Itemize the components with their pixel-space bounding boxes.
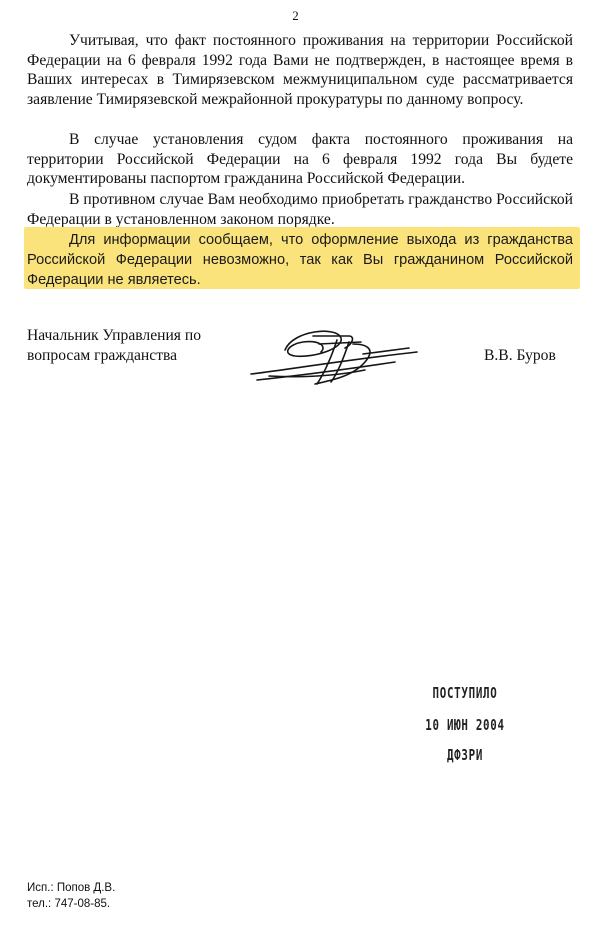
stamp-received-label: ПОСТУПИЛО xyxy=(432,684,498,702)
received-stamp xyxy=(405,685,525,764)
signer-title: Начальник Управления по вопросам гражданства xyxy=(27,327,202,364)
paragraph-otherwise: В противном случае Вам необходимо приобретать гражданство Российской Федерации в установленном законом порядке. xyxy=(27,191,573,228)
paragraph-residence-status: Учитывая, что факт постоянного проживания на территории Российской Федерации на 6 февраля 1992 года Вами не подтвержден, в настоящее время в Ваших интересах в Тимирязевском межмуниципальном суде рассматривается заявление Тимирязевской межрайонной прокуратуры по данному вопросу. xyxy=(27,32,573,108)
footer-executor: Исп.: Попов Д.В. xyxy=(27,882,116,894)
handwritten-signature xyxy=(245,318,425,396)
stamp-date: 10 ИЮН 2004 xyxy=(425,716,505,734)
footer-phone: тел.: 747-08-85. xyxy=(27,898,111,910)
page-number: 2 xyxy=(292,8,299,23)
signer-name: В.В. Буров xyxy=(484,347,556,364)
footer-executor-info xyxy=(27,880,115,912)
paragraph-court-outcome: В случае установления судом факта постоянного проживания на территории Российской Федерации на 6 февраля 1992 года Вы будете документированы паспортом гражданина Российской Федерации. xyxy=(27,131,573,187)
stamp-department: ДФЗРИ xyxy=(446,746,484,764)
paragraph-highlighted-notice: Для информации сообщаем, что оформление выхода из гражданства Российской Федерации невозможно, так как Вы гражданином Российской Федерации не являетесь. xyxy=(27,232,573,288)
